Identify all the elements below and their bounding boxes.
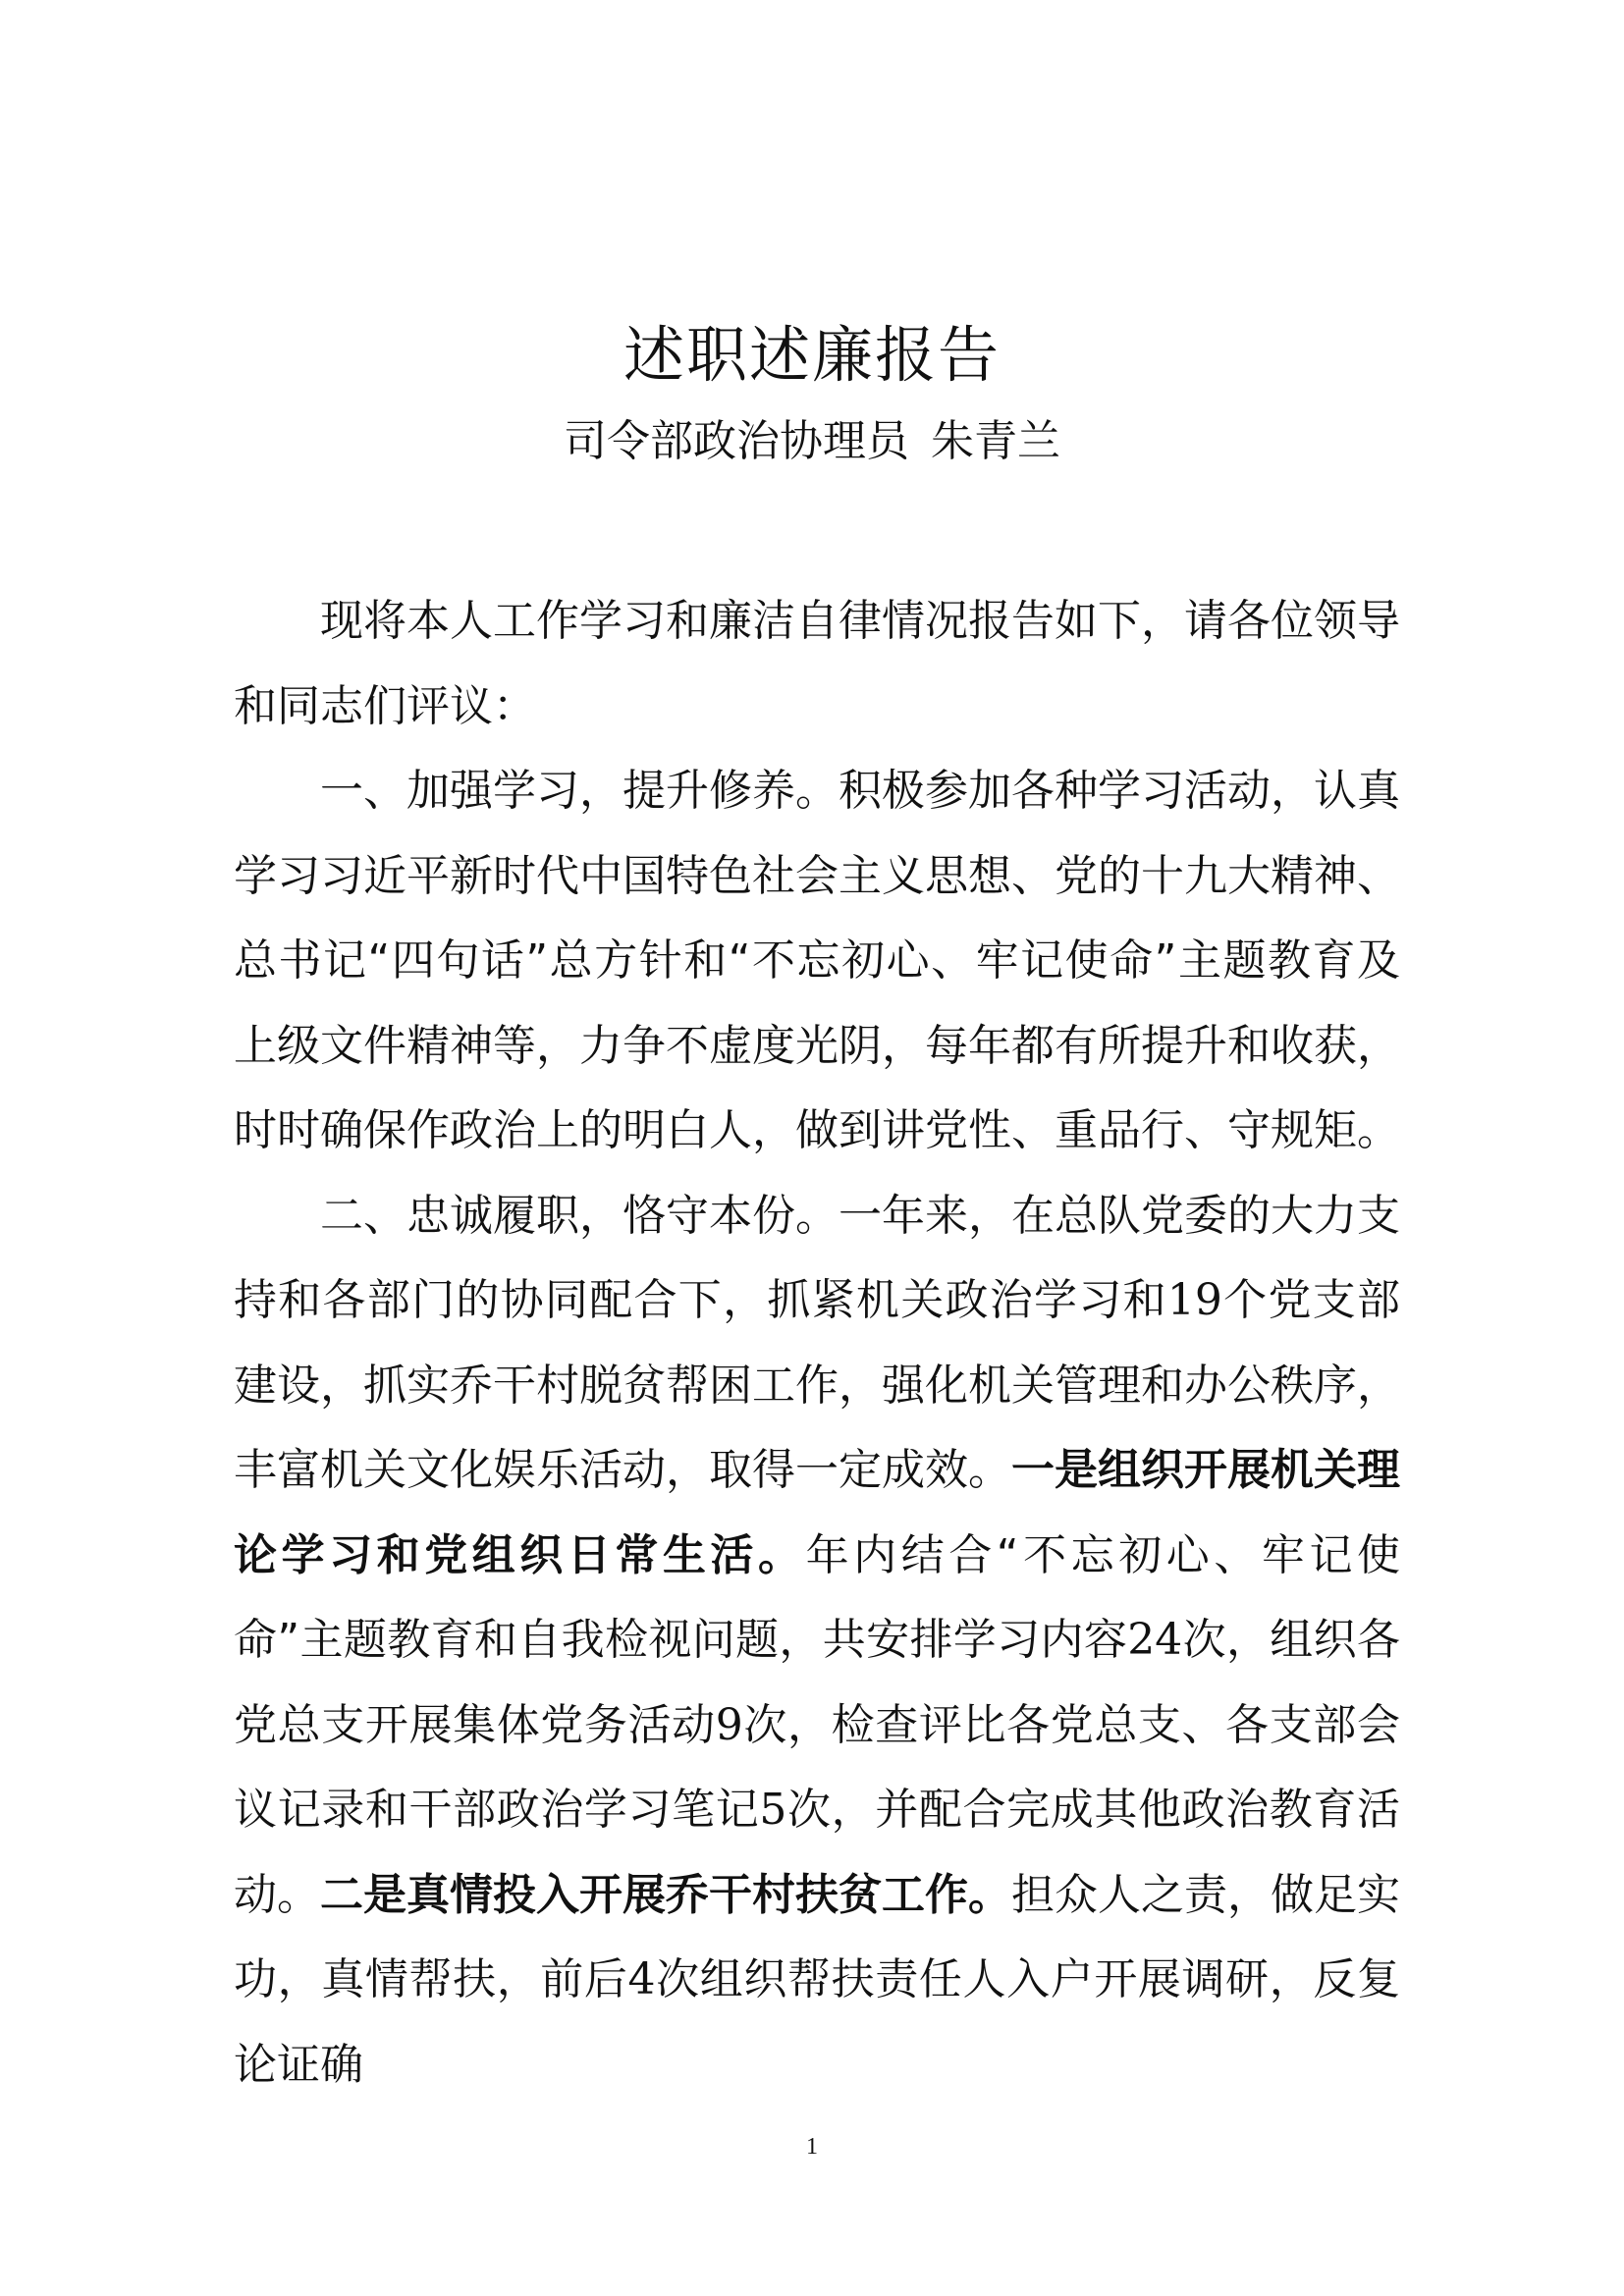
point-1-num-b: 9 <box>715 1699 743 1750</box>
paragraph-section-1 <box>234 749 1400 1174</box>
point-1-text-d: 次，并配合完成其他政治教育活动。 <box>234 1785 1401 1920</box>
section-1-heading: 一、加强学习，提升修养。 <box>320 766 839 816</box>
point-1-text-a: 年内结合“不忘初心、牢记使命”主题教育和自我检视问题，共安排学习内容 <box>234 1529 1401 1665</box>
section-1-text: 积极参加各种学习活动，认真学习习近平新时代中国特色社会主义思想、党的十九大精神、总书记“四句话”总方针和“不忘初心、牢记使命”主题教育及上级文件精神等，力争不虚度光阴，每年都有所提升和收获，时时确保作政治上的明白人，做到讲党性、重品行、守规矩。 <box>234 766 1400 1155</box>
point-2-num-a: 4 <box>627 1954 656 2004</box>
section-2-num-a: 19 <box>1166 1275 1222 1325</box>
section-2-text-a: 一年来，在总队党委的大力支持和各部门的协同配合下，抓紧机关政治学习和 <box>234 1190 1400 1325</box>
paragraph-intro <box>234 579 1400 749</box>
point-1-num-c: 5 <box>759 1785 787 1835</box>
document-title: 述职述廉报告 <box>623 319 1001 391</box>
page-number: 1 <box>806 2134 818 2160</box>
point-1-heading: 一是组织开展机关理论学习和党组织日常生活。 <box>234 1445 1400 1580</box>
point-2-text-b: 次组织帮扶责任人入户开展调研，反复论证确 <box>234 1954 1401 2090</box>
point-2-text-a: 担众人之责，做足实功，真情帮扶，前后 <box>234 1869 1400 2004</box>
point-2-heading: 二是真情投入开展乔干村扶贫工作。 <box>320 1869 1011 1920</box>
section-2-text-b: 个党支部建设，抓实乔干村脱贫帮困工作，强化机关管理和办公秩序，丰富机关文化娱乐活动，取得一定成效。 <box>234 1275 1401 1495</box>
document-author-line <box>0 410 1624 473</box>
paragraph-section-2 <box>234 1174 1400 2109</box>
author-role: 司令部政治协理员 <box>564 416 909 466</box>
point-1-text-b: 次，组织各党总支开展集体党务活动 <box>234 1615 1401 1750</box>
section-2-heading: 二、忠诚履职，恪守本份。 <box>320 1190 839 1241</box>
author-name: 朱青兰 <box>931 416 1060 466</box>
document-body <box>234 579 1400 2108</box>
point-1-text-c: 次，检查评比各党总支、各支部会议记录和干部政治学习笔记 <box>234 1699 1401 1835</box>
point-1-num-a: 24 <box>1127 1615 1183 1665</box>
paragraph-intro-text: 现将本人工作学习和廉洁自律情况报告如下，请各位领导和同志们评议： <box>234 596 1400 731</box>
